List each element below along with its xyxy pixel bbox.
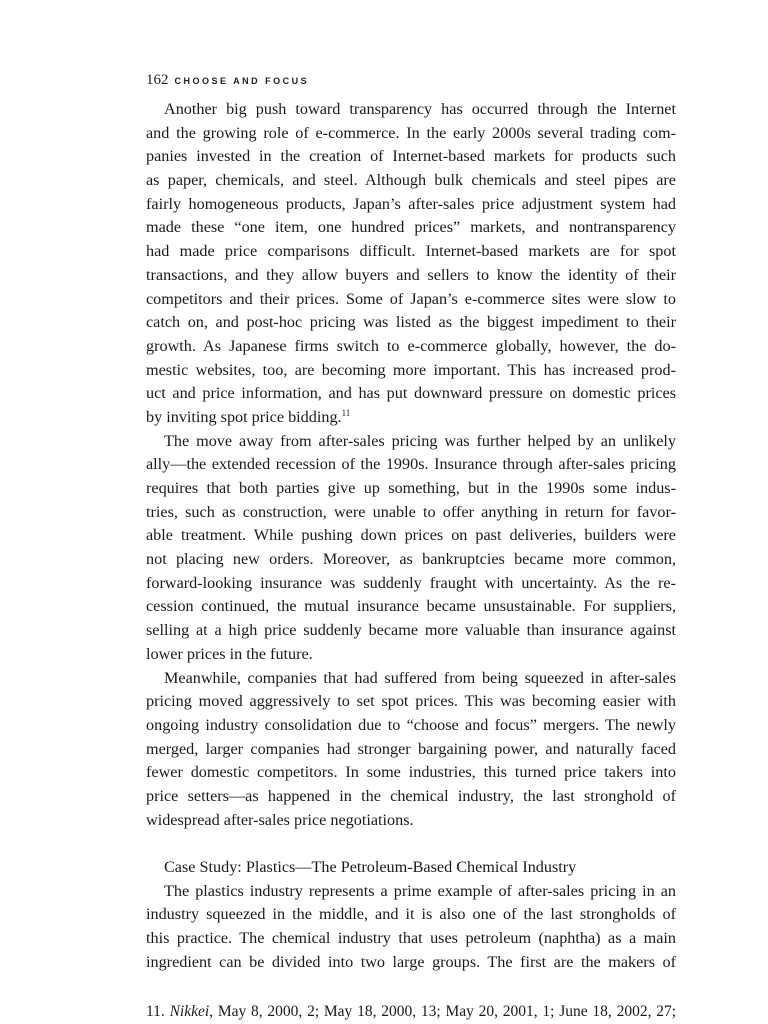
text-line: as paper, chemicals, and steel. Although bulk chemicals and steel pipes are: [146, 171, 676, 190]
text-line: competitors and their prices. Some of Japan’s e-commerce sites were slow to: [146, 289, 676, 308]
text-line: Meanwhile, companies that had suffered from being squeezed in after-sales: [164, 668, 676, 687]
running-head-title: CHOOSE AND FOCUS: [174, 76, 310, 86]
text-line: cession continued, the mutual insurance became unsustainable. For suppliers,: [146, 597, 676, 616]
text-line: Another big push toward transparency has occurred through the Internet: [164, 100, 676, 118]
footnote-text: May 8, 2000, 2; May 18, 2000, 13; May 20, 2001, 1; June 18, 2002, 27;: [217, 1003, 677, 1020]
text-line: requires that both parties give up something, but in the 1990s some indus-: [146, 479, 676, 497]
section-spacer: [146, 832, 676, 856]
text-line: had made price comparisons difficult. Internet-based markets are for spot: [146, 242, 676, 261]
text-line: not placing new orders. Moreover, as bankruptcies became more common,: [146, 550, 676, 569]
text-line: mestic websites, too, are becoming more important. This has increased prod-: [146, 360, 676, 379]
page-number: 162: [146, 72, 169, 88]
text-line: price setters—as happened in the chemical industry, the last stronghold of: [146, 786, 676, 805]
text-line: ongoing industry consolidation due to “choose and focus” mergers. The newly: [146, 715, 676, 734]
footnote: [146, 1003, 676, 1021]
text-line-last: [146, 406, 676, 430]
paragraph-2: [146, 430, 676, 667]
text-line: fewer domestic competitors. In some industries, this turned price takers into: [146, 763, 676, 782]
text-line: panies invested in the creation of Internet-based markets for products such: [146, 147, 676, 166]
text-line: lower prices in the future.: [146, 644, 313, 663]
text-line: growth. As Japanese firms switch to e-commerce globally, however, the do-: [146, 336, 676, 355]
text-line: widespread after-sales price negotiations.: [146, 810, 414, 829]
text-line: ingredient can be divided into two large groups. The first are the makers of: [146, 952, 676, 971]
text-line: uct and price information, and has put downward pressure on domestic prices: [146, 384, 676, 403]
text-line: made these “one item, one hundred prices” markets, and nontransparency: [146, 218, 676, 237]
text-line: industry squeezed in the middle, and it is also one of the last strongholds of: [146, 905, 676, 924]
text-line: forward-looking insurance was suddenly fraught with uncertainty. As the re-: [146, 573, 676, 592]
text-line: merged, larger companies had stronger bargaining power, and naturally faced: [146, 739, 676, 758]
text-line: catch on, and post-hoc pricing was listed as the biggest impediment to their: [146, 313, 676, 332]
text-line: selling at a high price suddenly became more valuable than insurance against: [146, 621, 676, 640]
paragraph-1: [146, 98, 676, 430]
text-line: pricing moved aggressively to set spot prices. This was becoming easier with: [146, 692, 676, 711]
paragraph-3: [146, 667, 676, 833]
running-head: [146, 72, 309, 89]
text-line: The move away from after-sales pricing was further helped by an unlikely: [164, 431, 676, 450]
text-line: tries, such as construction, were unable to offer anything in return for favor-: [146, 502, 676, 521]
body-text: [146, 98, 676, 974]
text-line: by inviting spot price bidding.: [146, 407, 342, 426]
text-line: The plastics industry represents a prime example of after-sales pricing in an: [164, 881, 676, 900]
text-line: and the growing role of e-commerce. In the early 2000s several trading com-: [146, 123, 676, 142]
text-line: ally—the extended recession of the 1990s. Insurance through after-sales pricing: [146, 455, 676, 474]
footnote-number: 11.: [146, 1003, 165, 1020]
case-study-paragraph: [146, 880, 676, 975]
footnote-source: Nikkei,: [169, 1003, 214, 1020]
text-line: fairly homogeneous products, Japan’s after-sales price adjustment system had: [146, 194, 676, 213]
footnote-mark: 11: [341, 407, 351, 418]
text-line: able treatment. While pushing down prices on past deliveries, builders were: [146, 526, 676, 545]
section-heading: Case Study: Plastics—The Petroleum-Based Chemical Industry: [164, 858, 577, 876]
text-line: transactions, and they allow buyers and sellers to know the identity of their: [146, 265, 676, 284]
text-line: this practice. The chemical industry that uses petroleum (naphtha) as a main: [146, 929, 676, 948]
